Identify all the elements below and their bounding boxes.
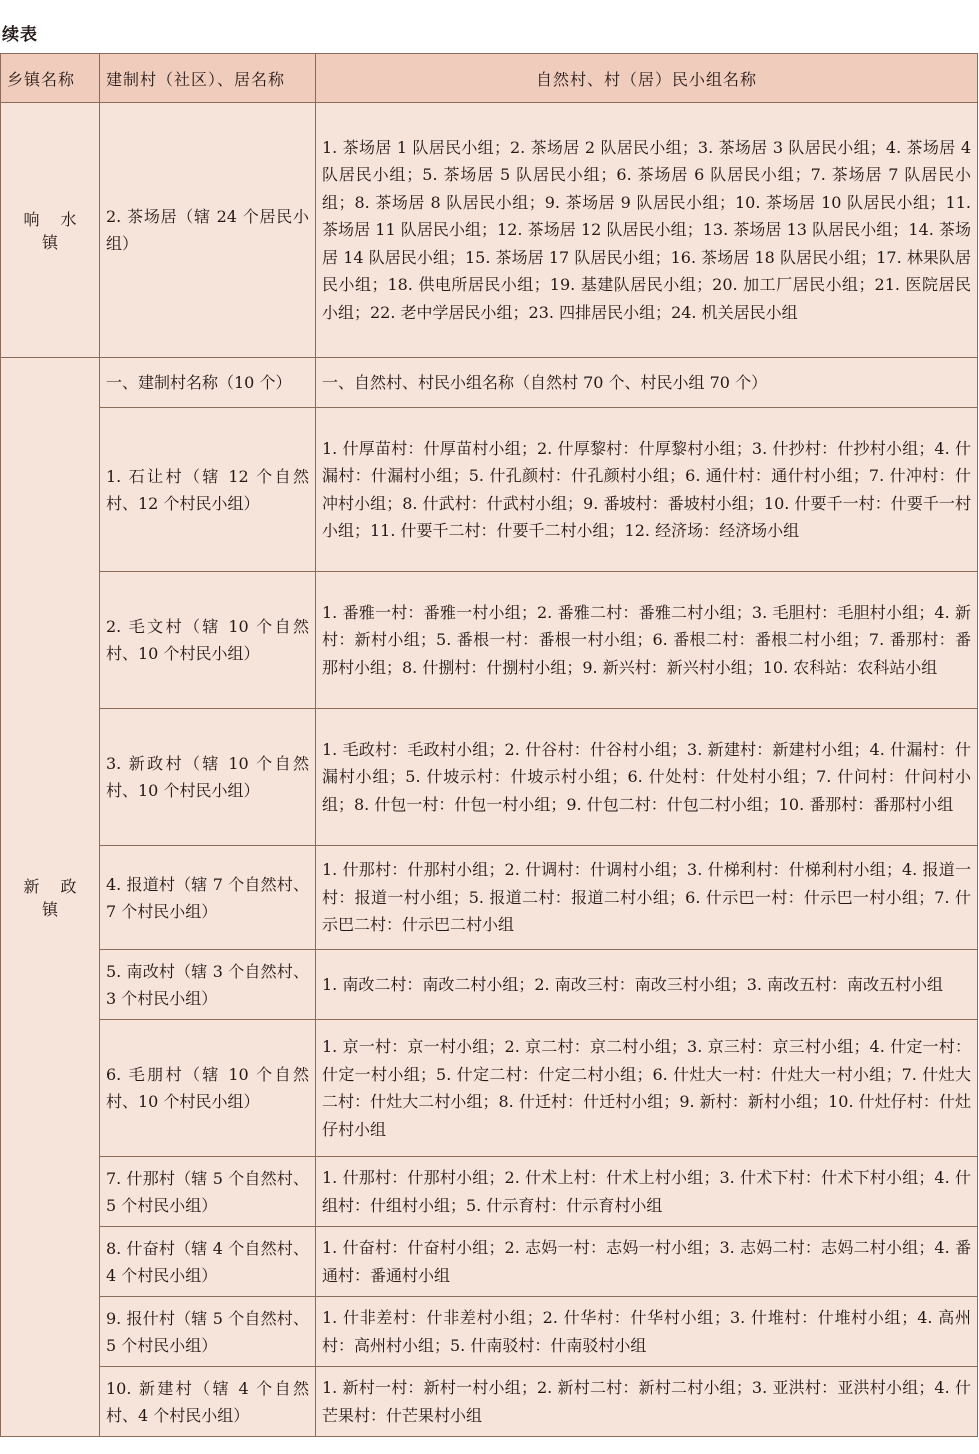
group-list: 1. 京一村：京一村小组；2. 京二村：京二村小组；3. 京三村：京三村小组；4. 什定一村：什定一村小组；5. 什定二村：什定二村小组；6. 什灶大一村：什灶大一村小组；7. 什灶大二村：什灶大二村小组；8. 什迁村：什迁村小组；9. 新村：新村小组；10. 什灶仔村：什灶仔村小组: [316, 1020, 978, 1157]
table-row: [1, 572, 978, 709]
table-row: [1, 846, 978, 950]
group-list: 1. 什非差村：什非差村小组；2. 什华村：什华村小组；3. 什堆村：什堆村小组；4. 高州村：高州村小组；5. 什南驳村：什南驳村小组: [316, 1297, 978, 1367]
group-subheader: 一、自然村、村民小组名称（自然村 70 个、村民小组 70 个）: [316, 358, 978, 408]
header-town: 乡镇名称: [1, 54, 100, 103]
village-groups-table: [0, 53, 978, 1437]
group-list: 1. 毛政村：毛政村小组；2. 什谷村：什谷村小组；3. 新建村：新建村小组；4. 什漏村：什漏村小组；5. 什坡示村：什坡示村小组；6. 什处村：什处村小组；7. 什问村：什问村小组；8. 什包一村：什包一村小组；9. 什包二村：什包二村小组；10. 番那村：番那村小组: [316, 709, 978, 846]
table-row: [1, 709, 978, 846]
table-row: [1, 1227, 978, 1297]
village-name: 4. 报道村（辖 7 个自然村、7 个村民小组）: [100, 846, 316, 950]
village-name: 10. 新建村（辖 4 个自然村、4 个村民小组）: [100, 1367, 316, 1437]
group-list: 1. 什那村：什那村小组；2. 什术上村：什术上村小组；3. 什术下村：什术下村小组；4. 什组村：什组村小组；5. 什示育村：什示育村小组: [316, 1157, 978, 1227]
table-header-row: [1, 54, 978, 103]
table-row: [1, 1157, 978, 1227]
village-name: 9. 报什村（辖 5 个自然村、5 个村民小组）: [100, 1297, 316, 1367]
group-list: 1. 什奋村：什奋村小组；2. 志妈一村：志妈一村小组；3. 志妈二村：志妈二村小组；4. 番通村：番通村小组: [316, 1227, 978, 1297]
group-list: 1. 番雅一村：番雅一村小组；2. 番雅二村：番雅二村小组；3. 毛胆村：毛胆村小组；4. 新村：新村小组；5. 番根一村：番根一村小组；6. 番根二村：番根二村小组；7. 番那村：番那村小组；8. 什捌村：什捌村小组；9. 新兴村：新兴村小组；10. 农科站：农科站小组: [316, 572, 978, 709]
town-xinzheng: 新 政 镇: [1, 358, 100, 1437]
table-row: [1, 1367, 978, 1437]
group-list: 1. 新村一村：新村一村小组；2. 新村二村：新村二村小组；3. 亚洪村：亚洪村小组；4. 什芒果村：什芒果村小组: [316, 1367, 978, 1437]
table-row: [1, 408, 978, 572]
table-row: [1, 103, 978, 358]
village-name: 2. 毛文村（辖 10 个自然村、10 个村民小组）: [100, 572, 316, 709]
village-name: 1. 石让村（辖 12 个自然村、12 个村民小组）: [100, 408, 316, 572]
header-groups: 自然村、村（居）民小组名称: [316, 54, 978, 103]
group-list: 1. 南改二村：南改二村小组；2. 南改三村：南改三村小组；3. 南改五村：南改五村小组: [316, 950, 978, 1020]
village-name: 2. 茶场居（辖 24 个居民小组）: [100, 103, 316, 358]
group-list: 1. 什那村：什那村小组；2. 什调村：什调村小组；3. 什梯利村：什梯利村小组；4. 报道一村：报道一村小组；5. 报道二村：报道二村小组；6. 什示巴一村：什示巴一村小组；7. 什示巴二村：什示巴二村小组: [316, 846, 978, 950]
table-row: [1, 358, 978, 408]
village-subheader: 一、建制村名称（10 个）: [100, 358, 316, 408]
header-village: 建制村（社区）、居名称: [100, 54, 316, 103]
village-name: 7. 什那村（辖 5 个自然村、5 个村民小组）: [100, 1157, 316, 1227]
group-list: 1. 茶场居 1 队居民小组；2. 茶场居 2 队居民小组；3. 茶场居 3 队居民小组；4. 茶场居 4 队居民小组；5. 茶场居 5 队居民小组；6. 茶场居 6 队居民小组；7. 茶场居 7 队居民小组；8. 茶场居 8 队居民小组；9. 茶场居 9 队居民小组；10. 茶场居 10 队居民小组；11. 茶场居 11 队居民小组；12. 茶场居 12 队居民小组；13. 茶场居 13 队居民小组；14. 茶场居 14 队居民小组；15. 茶场居 17 队居民小组；16. 茶场居 18 队居民小组；17. 林果队居民小组；18. 供电所居民小组；19. 基建队居民小组；20. 加工厂居民小组；21. 医院居民小组；22. 老中学居民小组；23. 四排居民小组；24. 机关居民小组: [316, 103, 978, 358]
table-caption: 续表: [2, 25, 38, 45]
village-name: 3. 新政村（辖 10 个自然村、10 个村民小组）: [100, 709, 316, 846]
table-row: [1, 1020, 978, 1157]
town-xiangshui: 响 水 镇: [1, 103, 100, 358]
group-list: 1. 什厚苗村：什厚苗村小组；2. 什厚黎村：什厚黎村小组；3. 什抄村：什抄村小组；4. 什漏村：什漏村小组；5. 什孔颜村：什孔颜村小组；6. 通什村：通什村小组；7. 什冲村：什冲村小组；8. 什武村：什武村小组；9. 番坡村：番坡村小组；10. 什要千一村：什要千一村小组；11. 什要千二村：什要千二村小组；12. 经济场：经济场小组: [316, 408, 978, 572]
table-row: [1, 1297, 978, 1367]
village-name: 6. 毛朋村（辖 10 个自然村、10 个村民小组）: [100, 1020, 316, 1157]
village-name: 5. 南改村（辖 3 个自然村、3 个村民小组）: [100, 950, 316, 1020]
village-name: 8. 什奋村（辖 4 个自然村、4 个村民小组）: [100, 1227, 316, 1297]
table-row: [1, 950, 978, 1020]
